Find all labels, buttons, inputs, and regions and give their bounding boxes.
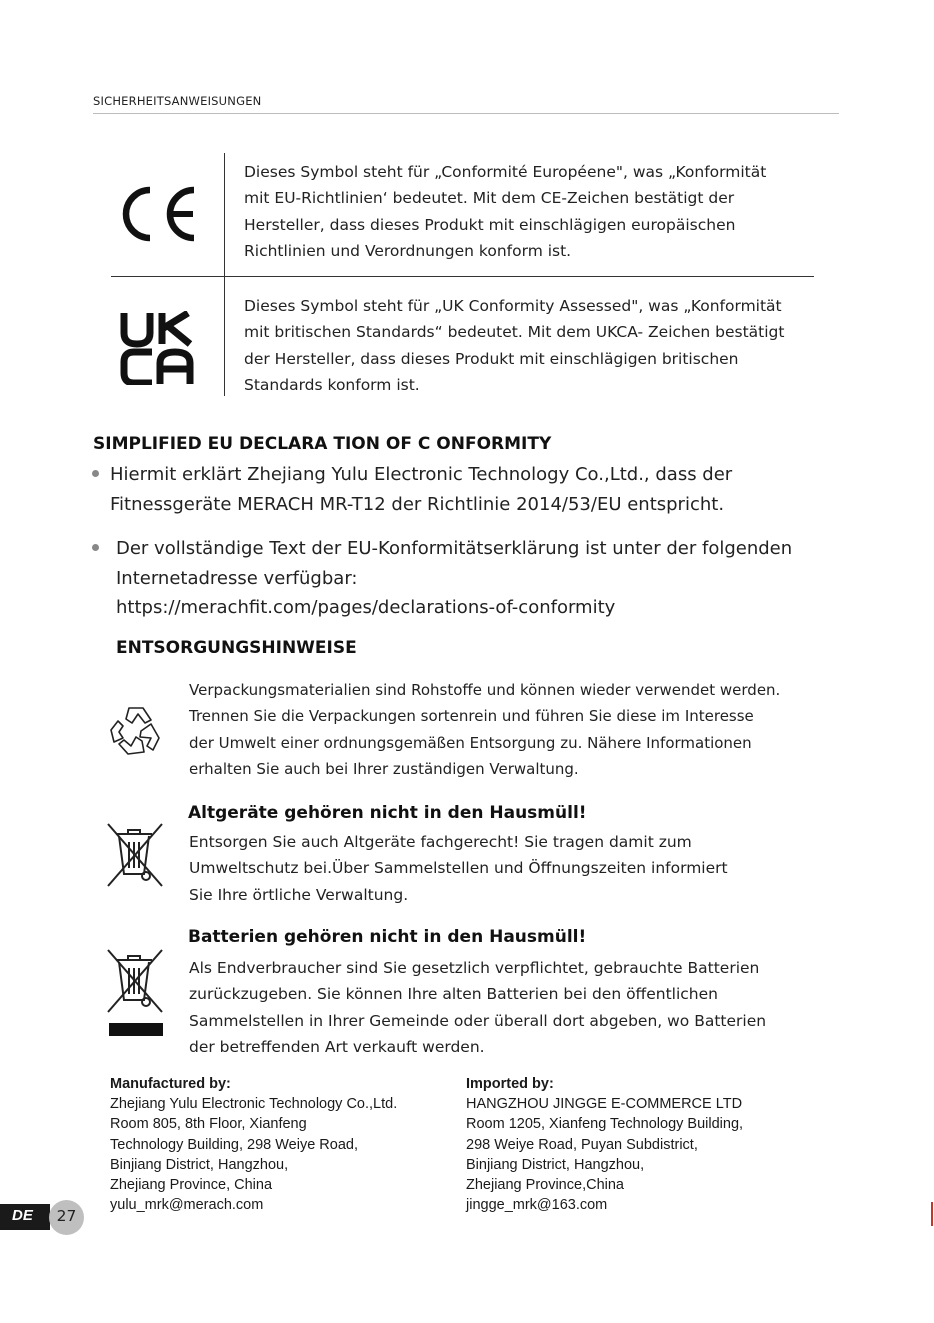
battery-bin-bar (109, 1023, 163, 1036)
bullet-dot (92, 470, 99, 477)
battery-heading: Batterien gehören nicht in den Hausmüll! (188, 927, 587, 947)
declaration-full-text-info: Der vollständige Text der EU-Konformitätserklärung ist unter der folgenden Internetadresse verfügbar: https://merachfit.com/pages/declarations-of-conformity (116, 538, 793, 618)
symbol-table-vertical-divider (224, 153, 225, 396)
packaging-disposal-text: Verpackungsmaterialien sind Rohstoffe und können wieder verwendet werden. Trennen Sie die Verpackungen sortenrein und führen Sie diese im Interesse der Umwelt einer ordnungsgemäßen Entsorgung zu. Nähere Informationen erhalten Sie auch bei Ihrer zuständigen Verwaltung. (189, 681, 781, 778)
address-line: Zhejiang Yulu Electronic Technology Co.,Ltd. (110, 1096, 398, 1113)
header-divider (93, 113, 839, 114)
address-line: Room 805, 8th Floor, Xianfeng (110, 1116, 307, 1133)
address-line: 298 Weiye Road, Puyan Subdistrict, (466, 1136, 698, 1153)
section-title: SICHERHEITSANWEISUNGEN (93, 94, 262, 108)
language-label: DE (12, 1207, 33, 1224)
ce-description: Dieses Symbol steht für „Conformité Européene", was „Konformität mit EU-Richtlinien‘ bedeutet. Mit dem CE-Zeichen bestätigt der Hersteller, dass dieses Produkt mit einschlägigen europäischen Richtlinien und Verordnungen konform ist. (244, 163, 767, 260)
importer-address (466, 1074, 826, 1215)
address-line: Room 1205, Xianfeng Technology Building, (466, 1116, 744, 1133)
manufacturer-email: yulu_mrk@merach.com (110, 1197, 264, 1214)
symbol-table-horizontal-divider (111, 276, 814, 277)
ukca-mark-icon (120, 311, 194, 385)
address-line: Zhejiang Province, China (110, 1177, 273, 1194)
address-line: HANGZHOU JINGGE E-COMMERCE LTD (466, 1096, 743, 1113)
manufacturer-address (110, 1074, 460, 1215)
address-line: Zhejiang Province,China (466, 1177, 624, 1194)
declaration-heading: SIMPLIFIED EU DECLARA TION OF C ONFORMITY (93, 434, 552, 454)
importer-email: jingge_mrk@163.com (466, 1197, 608, 1214)
page-number: 27 (56, 1207, 77, 1225)
declaration-statement: Hiermit erklärt Zhejiang Yulu Electronic Technology Co.,Ltd., dass der Fitnessgeräte MERACH MR-T12 der Richtlinie 2014/53/EU entspricht. (110, 464, 733, 515)
ukca-description: Dieses Symbol steht für „UK Conformity Assessed", was „Konformität mit britischen Standards“ bedeutet. Mit dem UKCA- Zeichen bestätigt der Hersteller, dass dieses Produkt mit einschlägigen britischen Standards konform ist. (244, 297, 785, 394)
edge-mark (931, 1202, 933, 1226)
manufacturer-label: Manufactured by: (110, 1076, 231, 1092)
weee-text: Entsorgen Sie auch Altgeräte fachgerecht! Sie tragen damit zum Umweltschutz bei.Über Sammelstellen und Öffnungszeiten informiert Sie Ihre örtliche Verwaltung. (189, 833, 728, 904)
recycle-icon (107, 704, 165, 760)
address-line: Binjiang District, Hangzhou, (110, 1156, 289, 1173)
crossed-bin-battery-icon (106, 948, 164, 1014)
battery-text: Als Endverbraucher sind Sie gesetzlich verpflichtet, gebrauchte Batterien zurückzugeben. Sie können Ihre alten Batterien bei den öffentlichen Sammelstellen in Ihrer Gemeinde oder überall dort abgeben, wo Batterien der betreffenden Art verkauft werden. (189, 959, 767, 1056)
crossed-bin-icon (106, 822, 164, 888)
ce-mark-icon (114, 184, 198, 244)
importer-label: Imported by: (466, 1076, 554, 1092)
weee-heading: Altgeräte gehören nicht in den Hausmüll! (188, 803, 587, 823)
bullet-dot (92, 544, 99, 551)
address-line: Binjiang District, Hangzhou, (466, 1156, 645, 1173)
disposal-heading: ENTSORGUNGSHINWEISE (116, 638, 357, 658)
address-line: Technology Building, 298 Weiye Road, (110, 1136, 359, 1153)
